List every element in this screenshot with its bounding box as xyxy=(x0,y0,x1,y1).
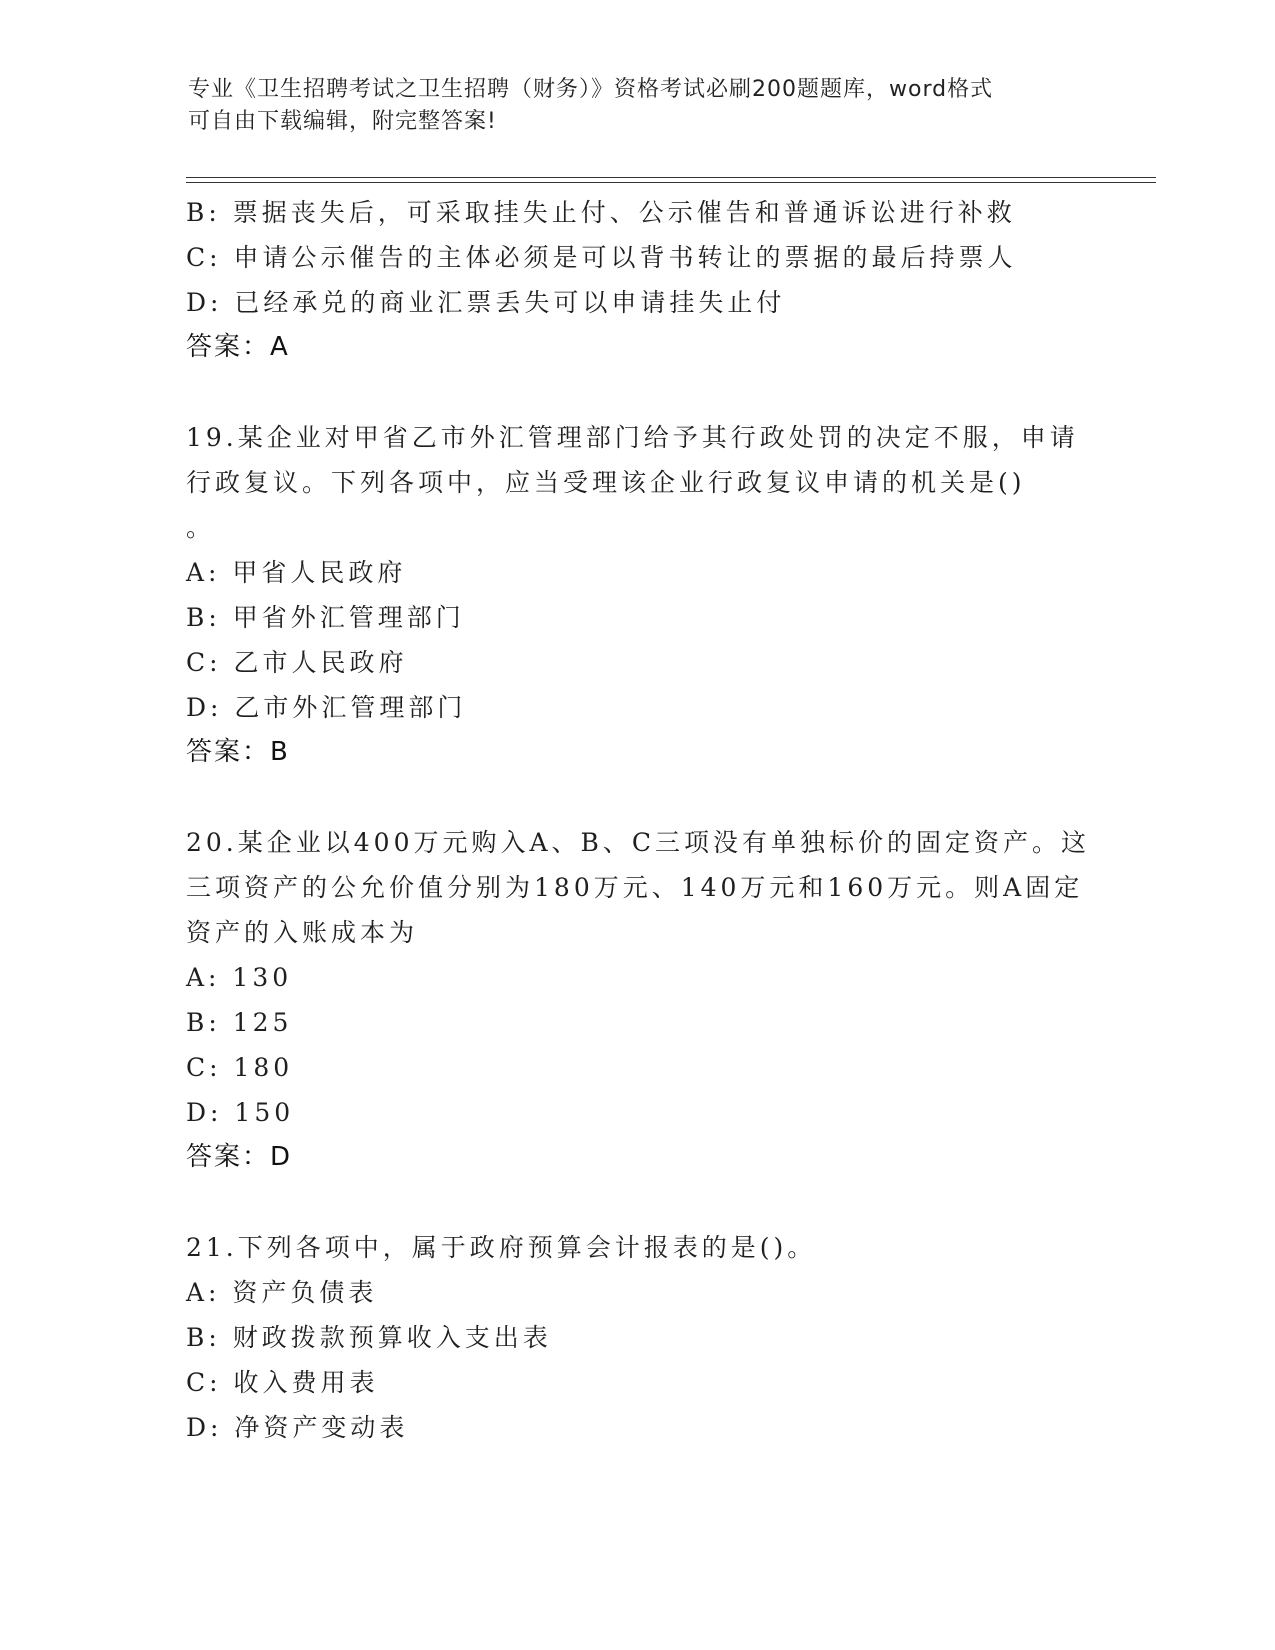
header-divider-top xyxy=(186,177,1156,178)
option-b: B: 票据丧失后，可采取挂失止付、公示催告和普通诉讼进行补救 xyxy=(186,198,1016,227)
option-c: C: 申请公示催告的主体必须是可以背书转让的票据的最后持票人 xyxy=(186,243,1017,272)
header-title-line-1: 专业《卫生招聘考试之卫生招聘（财务）》资格考试必刷200题题库，word格式 xyxy=(188,77,994,102)
option-a: A: 甲省人民政府 xyxy=(186,558,407,587)
question-20 xyxy=(186,820,1091,1180)
question-21 xyxy=(186,1225,1086,1450)
option-d: D: 150 xyxy=(186,1098,295,1127)
document-header xyxy=(188,74,1088,138)
option-b: B: 财政拨款预算收入支出表 xyxy=(186,1323,552,1352)
question-stem-line: 19.某企业对甲省乙市外汇管理部门给予其行政处罚的决定不服，申请 xyxy=(186,423,1079,452)
spacer xyxy=(186,370,1086,415)
option-c: C: 180 xyxy=(186,1053,294,1082)
answer-line: 答案：B xyxy=(186,737,290,767)
question-stem-line: 。 xyxy=(186,513,216,542)
option-c: C: 收入费用表 xyxy=(186,1368,379,1397)
question-stem-line: 资产的入账成本为 xyxy=(186,918,419,947)
question-19 xyxy=(186,415,1086,775)
question-stem-line: 三项资产的公允价值分别为180万元、140万元和160万元。则A固定 xyxy=(186,873,1084,902)
answer-line: 答案：A xyxy=(186,332,290,362)
question-18-continued xyxy=(186,190,1086,370)
question-stem-line: 20.某企业以400万元购入A、B、C三项没有单独标价的固定资产。这 xyxy=(186,828,1091,857)
option-d: D: 乙市外汇管理部门 xyxy=(186,693,467,722)
option-c: C: 乙市人民政府 xyxy=(186,648,408,677)
spacer xyxy=(186,1180,1086,1225)
header-divider-bottom xyxy=(186,182,1156,183)
option-a: A: 资产负债表 xyxy=(186,1278,378,1307)
question-stem-line: 21.下列各项中，属于政府预算会计报表的是()。 xyxy=(186,1233,817,1262)
question-list xyxy=(186,190,1091,1450)
header-title-line-2: 可自由下载编辑，附完整答案! xyxy=(188,109,497,134)
answer-line: 答案：D xyxy=(186,1142,293,1172)
option-d: D: 已经承兑的商业汇票丢失可以申请挂失止付 xyxy=(186,288,786,317)
question-stem-line: 行政复议。下列各项中，应当受理该企业行政复议申请的机关是() xyxy=(186,468,1026,497)
option-d: D: 净资产变动表 xyxy=(186,1413,409,1442)
option-b: B: 甲省外汇管理部门 xyxy=(186,603,465,632)
spacer xyxy=(186,775,1086,820)
option-b: B: 125 xyxy=(186,1008,293,1037)
option-a: A: 130 xyxy=(186,963,293,992)
